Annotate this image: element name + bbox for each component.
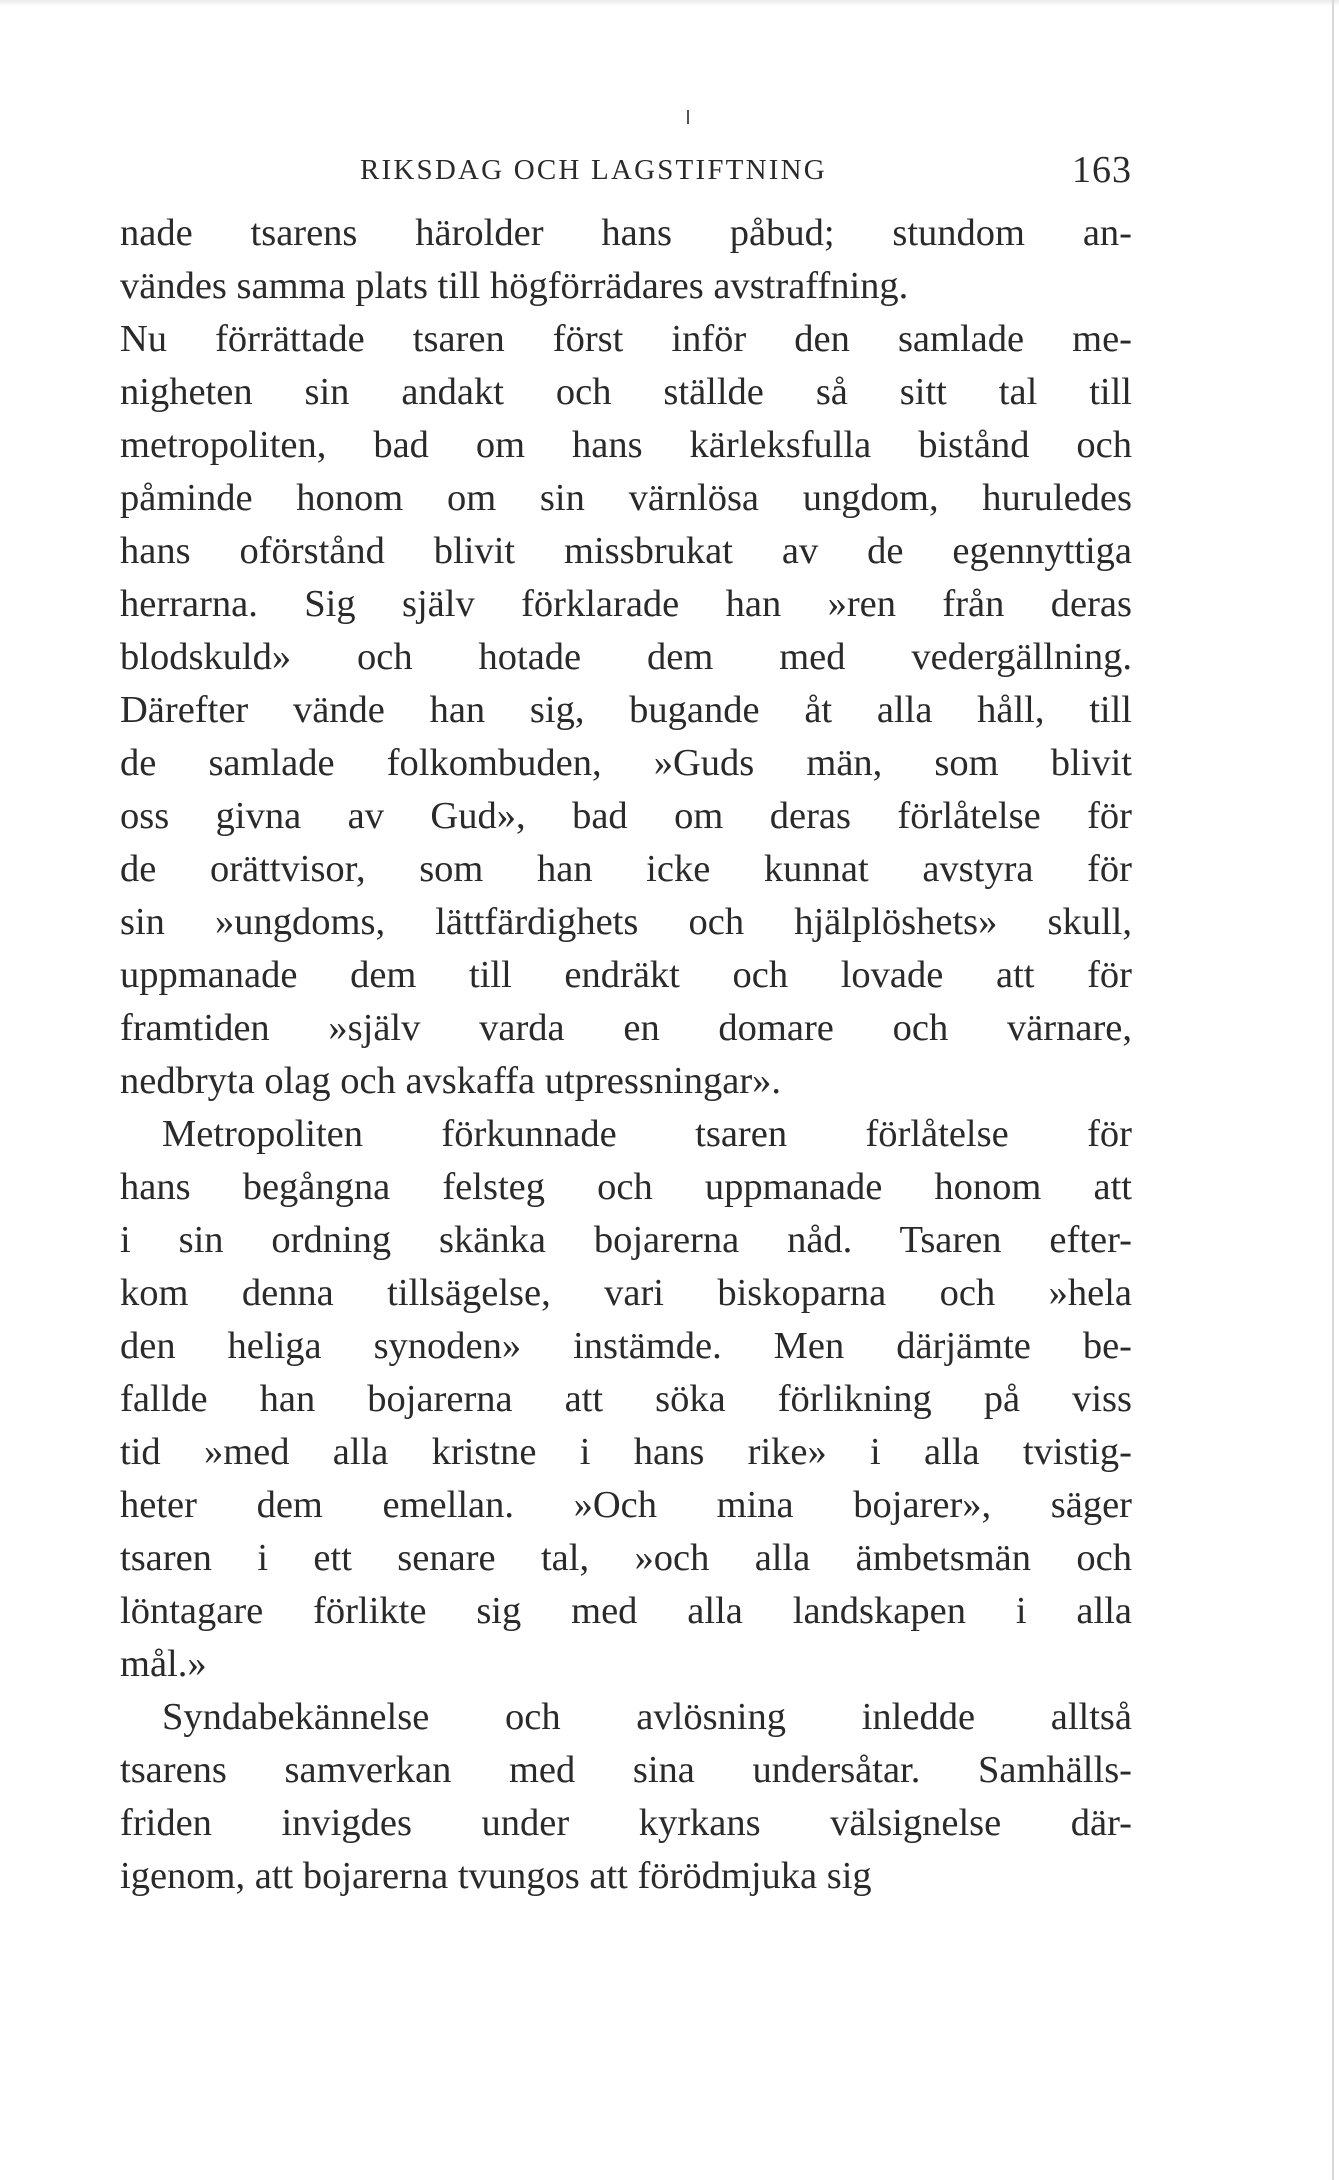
text-line: de samlade folkombuden, »Guds män, som blivit [120, 742, 1132, 784]
text-line: heter dem emellan. »Och mina bojarer», säger [120, 1484, 1132, 1526]
page-header [120, 148, 1132, 194]
text-line: löntagare förlikte sig med alla landskapen i alla [120, 1590, 1132, 1632]
text-line: hans begångna felsteg och uppmanade honom att [120, 1166, 1132, 1208]
page-number: 163 [1072, 149, 1132, 191]
text-line: Därefter vände han sig, bugande åt alla håll, till [120, 689, 1132, 731]
running-head: RIKSDAG OCH LAGSTIFTNING [360, 154, 827, 186]
text-line: Syndabekännelse och avlösning inledde alltså [162, 1696, 1132, 1738]
text-line: kom denna tillsägelse, vari biskoparna och »hela [120, 1272, 1132, 1314]
text-line: oss givna av Gud», bad om deras förlåtelse för [120, 795, 1132, 837]
text-line: nedbryta olag och avskaffa utpressningar». [120, 1060, 782, 1102]
text-line: sin »ungdoms, lättfärdighets och hjälplöshets» skull, [120, 901, 1132, 943]
text-line: metropoliten, bad om hans kärleksfulla bistånd och [120, 424, 1132, 466]
text-line: blodskuld» och hotade dem med vedergällning. [120, 636, 1132, 678]
text-line: framtiden »själv varda en domare och värnare, [120, 1007, 1132, 1049]
text-line: i sin ordning skänka bojarerna nåd. Tsaren efter- [120, 1219, 1132, 1261]
text-line: påminde honom om sin värnlösa ungdom, huruledes [120, 477, 1132, 519]
text-line: tid »med alla kristne i hans rike» i alla tvistig- [120, 1431, 1132, 1473]
page-top-edge [0, 0, 1339, 6]
text-line: nigheten sin andakt och ställde så sitt tal till [120, 371, 1132, 413]
text-line: tsaren i ett senare tal, »och alla ämbetsmän och [120, 1537, 1132, 1579]
text-line: Nu förrättade tsaren först inför den samlade me- [120, 318, 1132, 360]
body-text [120, 207, 1132, 1903]
page-right-edge [1332, 0, 1334, 2180]
text-line: nade tsarens härolder hans påbud; stundom an- [120, 212, 1132, 254]
text-line: de orättvisor, som han icke kunnat avstyra för [120, 848, 1132, 890]
text-line: tsarens samverkan med sina undersåtar. Samhälls- [120, 1749, 1132, 1791]
text-line: mål.» [120, 1643, 207, 1685]
text-line: fallde han bojarerna att söka förlikning på viss [120, 1378, 1132, 1420]
text-line: hans oförstånd blivit missbrukat av de egennyttiga [120, 530, 1132, 572]
text-line: igenom, att bojarerna tvungos att förödmjuka sig [120, 1855, 872, 1897]
text-line: den heliga synoden» instämde. Men därjämte be- [120, 1325, 1132, 1367]
text-line: uppmanade dem till endräkt och lovade att för [120, 954, 1132, 996]
stray-ink-mark [687, 110, 689, 124]
text-line: friden invigdes under kyrkans välsignelse där- [120, 1802, 1132, 1844]
text-line: vändes samma plats till högförrädares avstraffning. [120, 265, 909, 307]
text-line: Metropoliten förkunnade tsaren förlåtelse för [162, 1113, 1132, 1155]
text-line: herrarna. Sig själv förklarade han »ren från deras [120, 583, 1132, 625]
